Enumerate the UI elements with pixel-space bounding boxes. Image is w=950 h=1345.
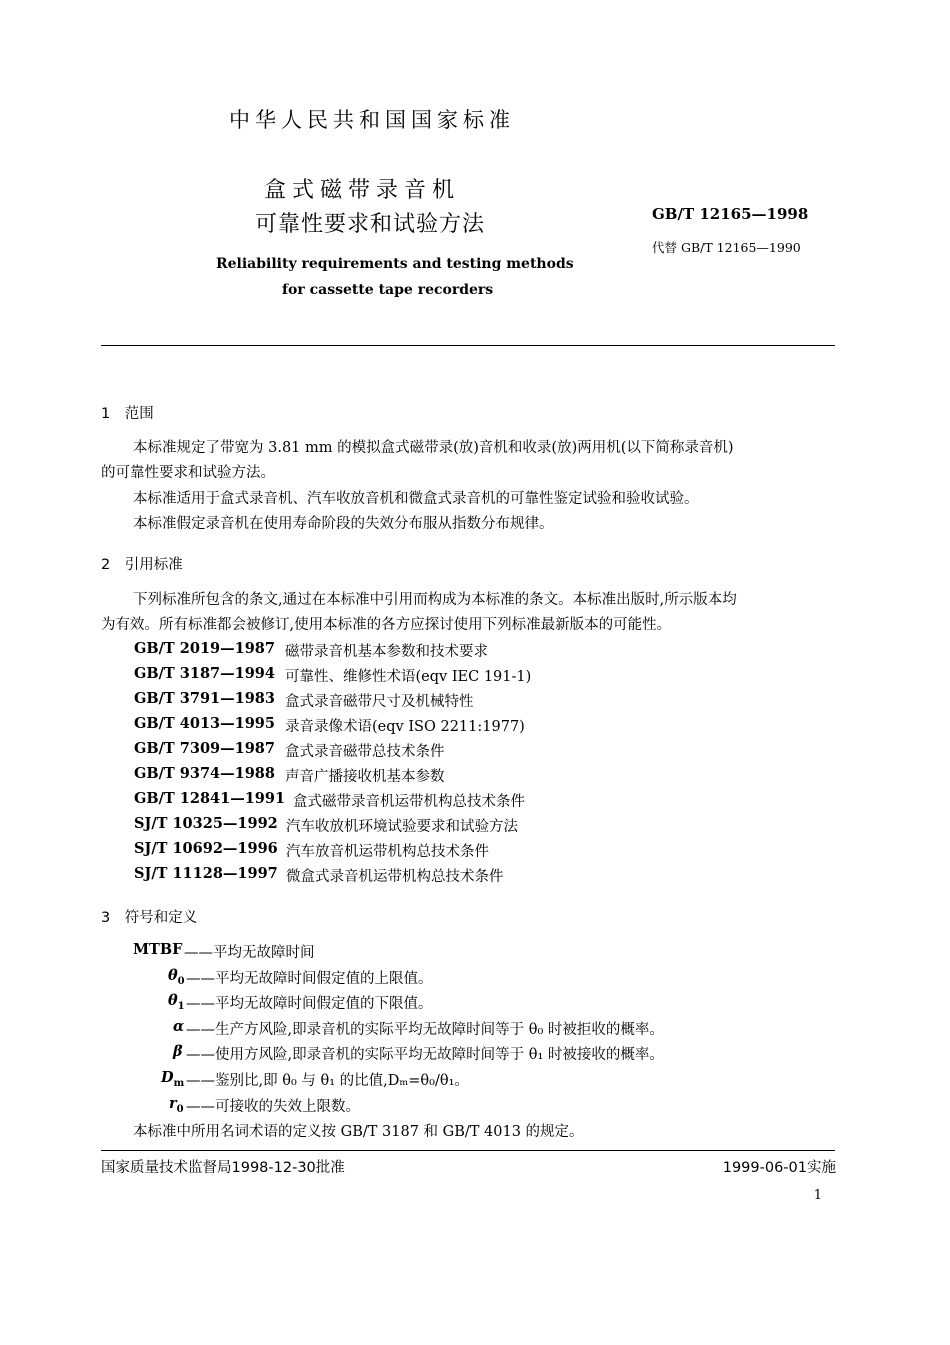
symbol-definition: ——平均无故障时间: [184, 945, 315, 961]
reference-code: GB/T 4013—1995: [134, 715, 275, 732]
section-3-closing: 本标准中所用名词术语的定义按 GB/T 3187 和 GB/T 4013 的规定。: [133, 1124, 584, 1140]
reference-title: 盒式录音磁带总技术条件: [285, 744, 445, 760]
approval-note: 国家质量技术监督局1998-12-30批准: [101, 1160, 345, 1176]
reference-code: SJ/T 11128—1997: [134, 865, 278, 882]
symbol-term: α: [173, 1018, 185, 1035]
reference-code: GB/T 2019—1987: [134, 640, 275, 657]
reference-title: 汽车收放机环境试验要求和试验方法: [286, 819, 518, 835]
section-2-intro-line-1: 下列标准所包含的条文,通过在本标准中引用而构成为本标准的条文。本标准出版时,所示版本均: [133, 592, 737, 608]
reference-code: GB/T 3187—1994: [134, 665, 275, 682]
symbol-term: $D_m$: [161, 1069, 185, 1089]
symbol-term: MTBF: [133, 941, 183, 958]
footer-divider: [101, 1150, 835, 1151]
symbol-definition: ——生产方风险,即录音机的实际平均无故障时间等于 θ₀ 时被拒收的概率。: [186, 1022, 664, 1038]
english-title-line-2: for cassette tape recorders: [282, 282, 494, 298]
reference-code: GB/T 7309—1987: [134, 740, 275, 757]
page-number: 1: [813, 1188, 822, 1203]
symbol-definition: ——平均无故障时间假定值的下限值。: [186, 996, 433, 1012]
standard-number: GB/T 12165—1998: [652, 205, 809, 223]
reference-title: 磁带录音机基本参数和技术要求: [285, 644, 488, 660]
symbol-term: $\theta_1$: [168, 992, 185, 1012]
section-1-paragraph-1-line-1: 本标准规定了带宽为 3.81 mm 的模拟盒式磁带录(放)音机和收录(放)两用机(以下简称录音机): [133, 440, 734, 456]
header-divider: [101, 345, 835, 346]
section-3-heading: 3 符号和定义: [101, 910, 198, 926]
symbol-term: $r_0$: [169, 1095, 184, 1115]
symbol-term: β: [173, 1043, 183, 1060]
replaces-note: 代替 GB/T 12165—1990: [652, 240, 801, 255]
reference-title: 声音广播接收机基本参数: [285, 769, 445, 785]
symbol-definition: ——可接收的失效上限数。: [186, 1099, 360, 1115]
reference-title: 微盒式录音机运带机构总技术条件: [286, 869, 504, 885]
title-line-2: 可靠性要求和试验方法: [255, 212, 486, 237]
national-standard-label: 中华人民共和国国家标准: [229, 108, 515, 132]
reference-title: 录音录像术语(eqv ISO 2211:1977): [285, 719, 525, 735]
english-title-line-1: Reliability requirements and testing methods: [216, 256, 574, 272]
symbol-definition: ——鉴别比,即 θ₀ 与 θ₁ 的比值,Dₘ=θ₀/θ₁。: [186, 1073, 469, 1089]
symbol-definition: ——平均无故障时间假定值的上限值。: [186, 971, 433, 987]
title-line-1: 盒式磁带录音机: [264, 178, 461, 203]
section-1-paragraph-3: 本标准假定录音机在使用寿命阶段的失效分布服从指数分布规律。: [133, 516, 554, 532]
reference-title: 盒式磁带录音机运带机构总技术条件: [293, 794, 525, 810]
effective-date: 1999-06-01实施: [722, 1160, 836, 1176]
reference-title: 汽车放音机运带机构总技术条件: [286, 844, 489, 860]
reference-code: SJ/T 10692—1996: [134, 840, 278, 857]
symbol-term: $\theta_0$: [168, 967, 185, 987]
reference-code: GB/T 3791—1983: [134, 690, 275, 707]
reference-title: 盒式录音磁带尺寸及机械特性: [285, 694, 474, 710]
reference-title: 可靠性、维修性术语(eqv IEC 191-1): [285, 669, 532, 685]
section-1-heading: 1 范围: [101, 406, 154, 422]
reference-code: GB/T 9374—1988: [134, 765, 275, 782]
reference-code: GB/T 12841—1991: [134, 790, 286, 807]
section-1-paragraph-1-line-2: 的可靠性要求和试验方法。: [101, 465, 275, 481]
section-1-paragraph-2: 本标准适用于盒式录音机、汽车收放音机和微盒式录音机的可靠性鉴定试验和验收试验。: [133, 491, 699, 507]
symbol-definition: ——使用方风险,即录音机的实际平均无故障时间等于 θ₁ 时被接收的概率。: [186, 1047, 664, 1063]
reference-code: SJ/T 10325—1992: [134, 815, 278, 832]
section-2-heading: 2 引用标准: [101, 557, 183, 573]
section-2-intro-line-2: 为有效。所有标准都会被修订,使用本标准的各方应探讨使用下列标准最新版本的可能性。: [101, 617, 672, 633]
